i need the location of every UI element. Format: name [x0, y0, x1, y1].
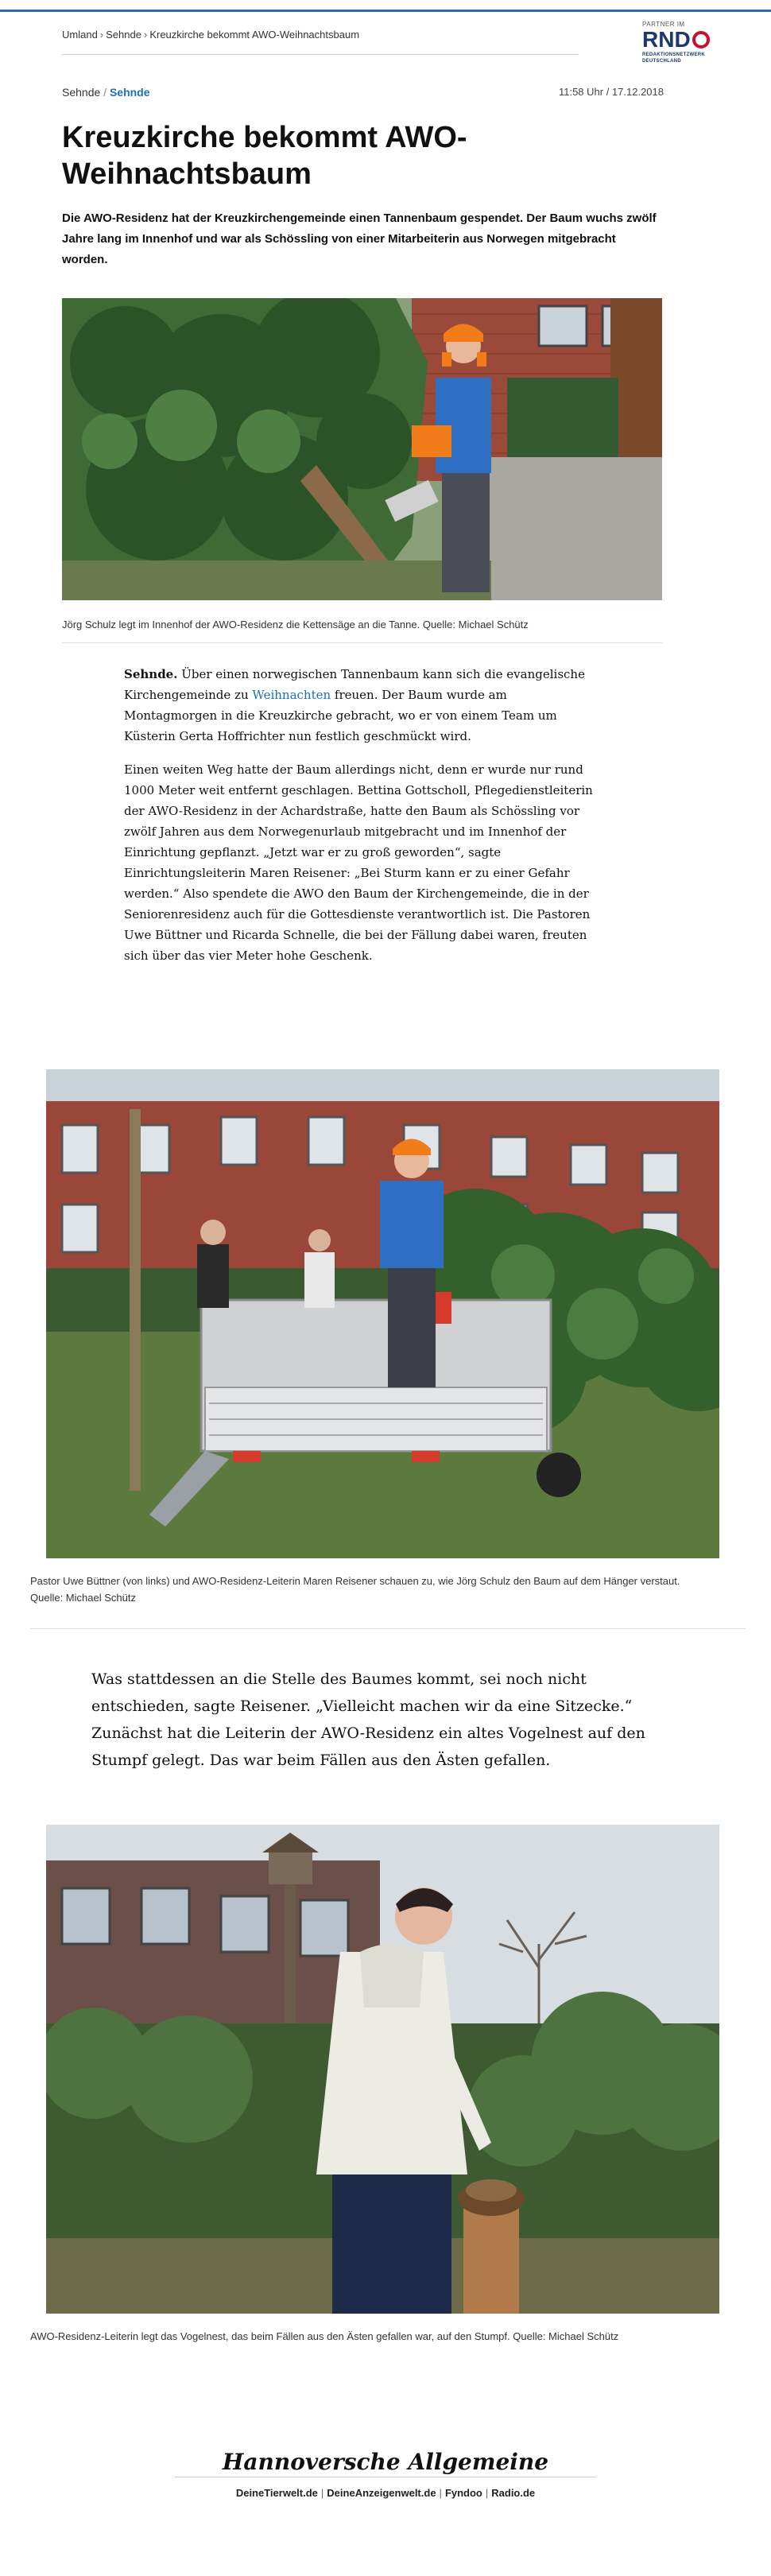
breadcrumb-separator: › [143, 29, 148, 41]
paragraph-3: Was stattdessen an die Stelle des Baumes kommt, sei noch nicht entschieden, sagte Reisener. „Vielleicht machen wir da eine Sitzecke.“ Zunächst hat die Leiterin der AWO-Residenz ein altes Vogelnest auf den Stumpf gelegt. Das war beim Fällen aus den Ästen gefallen. [91, 1670, 645, 1769]
footer-links [0, 2487, 771, 2499]
photo-bird-nest[interactable] [46, 1825, 719, 2314]
dateline: Sehnde. [124, 667, 178, 681]
rnd-logo-subtitle: REDAKTIONSNETZWERK DEUTSCHLAND [642, 52, 706, 64]
caption-divider [30, 1628, 746, 1629]
link-weihnachten[interactable]: Weihnachten [252, 688, 331, 702]
location-link[interactable]: Sehnde [109, 86, 150, 99]
breadcrumb-umland[interactable]: Umland [62, 29, 98, 41]
paragraph-1 [124, 664, 601, 747]
paragraph-2: Einen weiten Weg hatte der Baum allerdings nicht, denn er wurde nur rund 1000 Meter weit entfernt geschlagen. Bettina Gottscholl, Pflegedienstleiterin der AWO-Residenz in der Achardstraße, hatte den Baum als Schössling vor zwölf Jahren aus dem Norwegenurlaub mitgebracht und im Innenhof der Einrichtung gepflanzt. „Jetzt war er zu groß geworden“, sagte Einrichtungsleiterin Maren Reisener: „Bei Sturm kann er zu einer Gefahr werden.“ Also spendete die AWO den Baum der Kirchengemeinde, die in der Seniorenresidenz auch für die Gottesdienste verantwortlich ist. Die Pastoren Uwe Büttner und Ricarda Schnelle, die bei der Fällung dabei waren, freuten sich über das vier Meter hohe Geschenk. [124, 762, 593, 963]
photo-caption-1: Jörg Schulz legt im Innenhof der AWO-Residenz die Kettensäge an die Tanne. Quelle: Michael Schütz [62, 619, 529, 630]
caption-divider [62, 642, 662, 643]
breadcrumb-sehnde[interactable]: Sehnde [106, 29, 141, 41]
breadcrumb-divider [62, 54, 579, 55]
breadcrumb-current: Kreuzkirche bekommt AWO-Weihnachtsbaum [149, 29, 360, 41]
article-title: Kreuzkirche bekommt AWO-Weihnachtsbaum [62, 121, 467, 191]
article-lead: Die AWO-Residenz hat der Kreuzkirchengemeinde einen Tannenbaum gespendet. Der Baum wuchs zwölf Jahre lang im Innenhof und war als Schössling von einer Mitarbeiterin aus Norwegen mitgebracht worden. [62, 211, 657, 266]
rnd-logo [642, 28, 730, 52]
photo-chainsaw-tree[interactable] [62, 298, 662, 600]
paragraph-1-text-b: freuen. Der Baum wurde am Montagmorgen in die Kreuzkirche gebracht, wo er von einem Team um Küsterin Gerta Hoffrichter nun festlich geschmückt wird. [124, 688, 557, 743]
article-body-2 [91, 1666, 688, 1787]
footer-separator: | [320, 2487, 324, 2499]
breadcrumb-separator: › [99, 29, 104, 41]
footer-link-deineanzeigenwelt[interactable]: DeineAnzeigenwelt.de [327, 2487, 436, 2499]
footer-separator: | [439, 2487, 442, 2499]
footer-link-fyndoo[interactable]: Fyndoo [444, 2487, 482, 2499]
photo-trailer-image [46, 1069, 719, 1558]
breadcrumb [62, 29, 359, 41]
photo-trailer[interactable] [46, 1069, 719, 1558]
rnd-logo-text: RND [642, 27, 691, 52]
top-accent-bar [0, 10, 771, 12]
photo-chainsaw-tree-image [62, 298, 662, 600]
article-location [62, 86, 150, 99]
footer-separator: | [485, 2487, 489, 2499]
footer-link-radio[interactable]: Radio.de [491, 2487, 536, 2499]
footer-link-deinetierwelt[interactable]: DeineTierwelt.de [235, 2487, 318, 2499]
article-datetime: 11:58 Uhr / 17.12.2018 [558, 86, 664, 98]
paragraph-1-text-a: Über einen norwegischen Tannenbaum kann sich die evangelische Kirchengemeinde zu [124, 667, 585, 702]
location-primary: Sehnde [62, 86, 101, 99]
photo-caption-3: AWO-Residenz-Leiterin legt das Vogelnest, das beim Fällen aus den Ästen gefallen war, auf den Stumpf. Quelle: Michael Schütz [30, 2330, 619, 2342]
article-body-1 [124, 664, 601, 979]
rnd-dot-icon [692, 31, 710, 48]
photo-caption-2: Pastor Uwe Büttner (von links) und AWO-Residenz-Leiterin Maren Reisener schauen zu, wie Jörg Schulz den Baum auf dem Hänger verstaut. Quelle: Michael Schütz [30, 1575, 680, 1604]
location-separator: / [103, 86, 110, 99]
partner-label: PARTNER IM [642, 21, 685, 28]
rnd-partner-logo[interactable] [642, 21, 730, 64]
photo-bird-nest-image [46, 1825, 719, 2314]
masthead-logo[interactable]: Hannoversche Allgemeine [222, 2449, 549, 2475]
